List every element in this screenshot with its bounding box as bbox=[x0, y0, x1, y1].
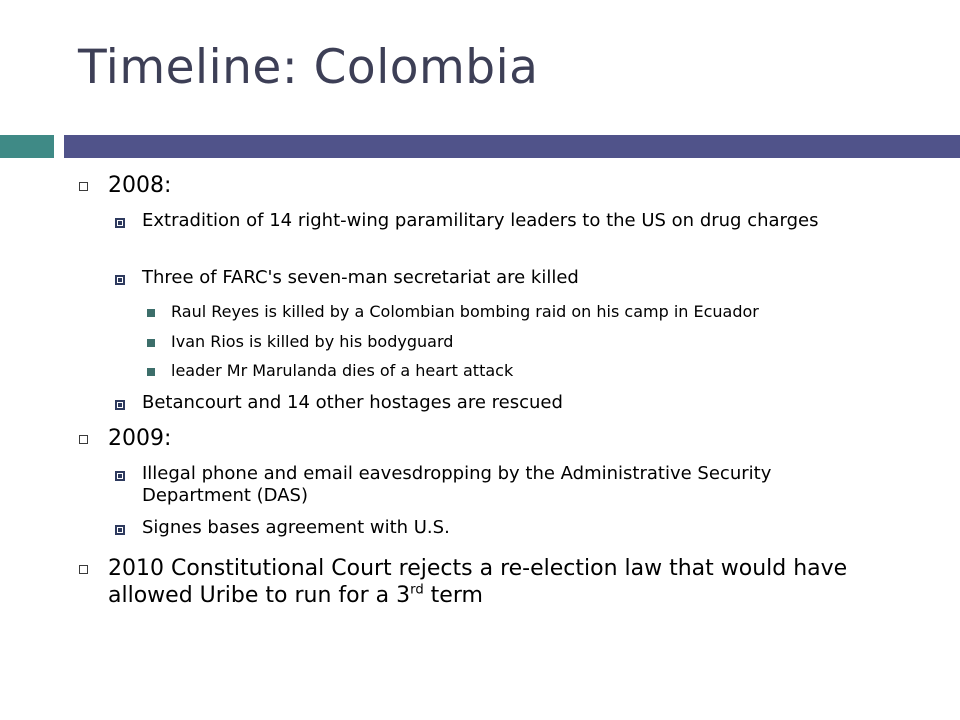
square-filled-bullet-icon bbox=[147, 309, 155, 317]
square-box-bullet-icon bbox=[115, 471, 125, 481]
slide-title: Timeline: Colombia bbox=[78, 40, 539, 95]
square-box-bullet-icon bbox=[115, 400, 125, 410]
square-box-bullet-icon bbox=[115, 218, 125, 228]
bullet-text: leader Mr Marulanda dies of a heart attack bbox=[171, 361, 514, 380]
square-box-bullet-icon bbox=[115, 275, 125, 285]
bullet-text: Signes bases agreement with U.S. bbox=[142, 517, 450, 538]
bullet-text: Ivan Rios is killed by his bodyguard bbox=[171, 332, 454, 351]
square-outline-bullet-icon bbox=[79, 435, 88, 444]
accent-bar-teal bbox=[0, 135, 54, 158]
accent-bar-purple bbox=[64, 135, 960, 158]
square-filled-bullet-icon bbox=[147, 339, 155, 347]
bullet-text: Illegal phone and email eavesdropping by the Administrative Security Department (DAS) bbox=[142, 463, 772, 506]
bullet-text: Extradition of 14 right-wing paramilitary leaders to the US on drug charges bbox=[142, 210, 819, 231]
square-box-bullet-icon bbox=[115, 525, 125, 535]
square-outline-bullet-icon bbox=[79, 182, 88, 191]
bullet-text: Raul Reyes is killed by a Colombian bombing raid on his camp in Ecuador bbox=[171, 302, 759, 321]
bullet-2010-text-end: term bbox=[423, 583, 483, 608]
bullet-2009-label: 2009: bbox=[108, 426, 172, 451]
square-filled-bullet-icon bbox=[147, 368, 155, 376]
square-outline-bullet-icon bbox=[79, 565, 88, 574]
bullet-text: Betancourt and 14 other hostages are rescued bbox=[142, 392, 563, 413]
bullet-2010-text bbox=[108, 555, 898, 609]
bullet-2010-text-main: 2010 Constitutional Court rejects a re-election law that would have allowed Uribe to run for a 3 bbox=[108, 556, 848, 608]
bullet-2008-label: 2008: bbox=[108, 173, 172, 198]
bullet-text: Three of FARC's seven-man secretariat are killed bbox=[142, 267, 579, 288]
ordinal-superscript: rd bbox=[410, 582, 424, 598]
